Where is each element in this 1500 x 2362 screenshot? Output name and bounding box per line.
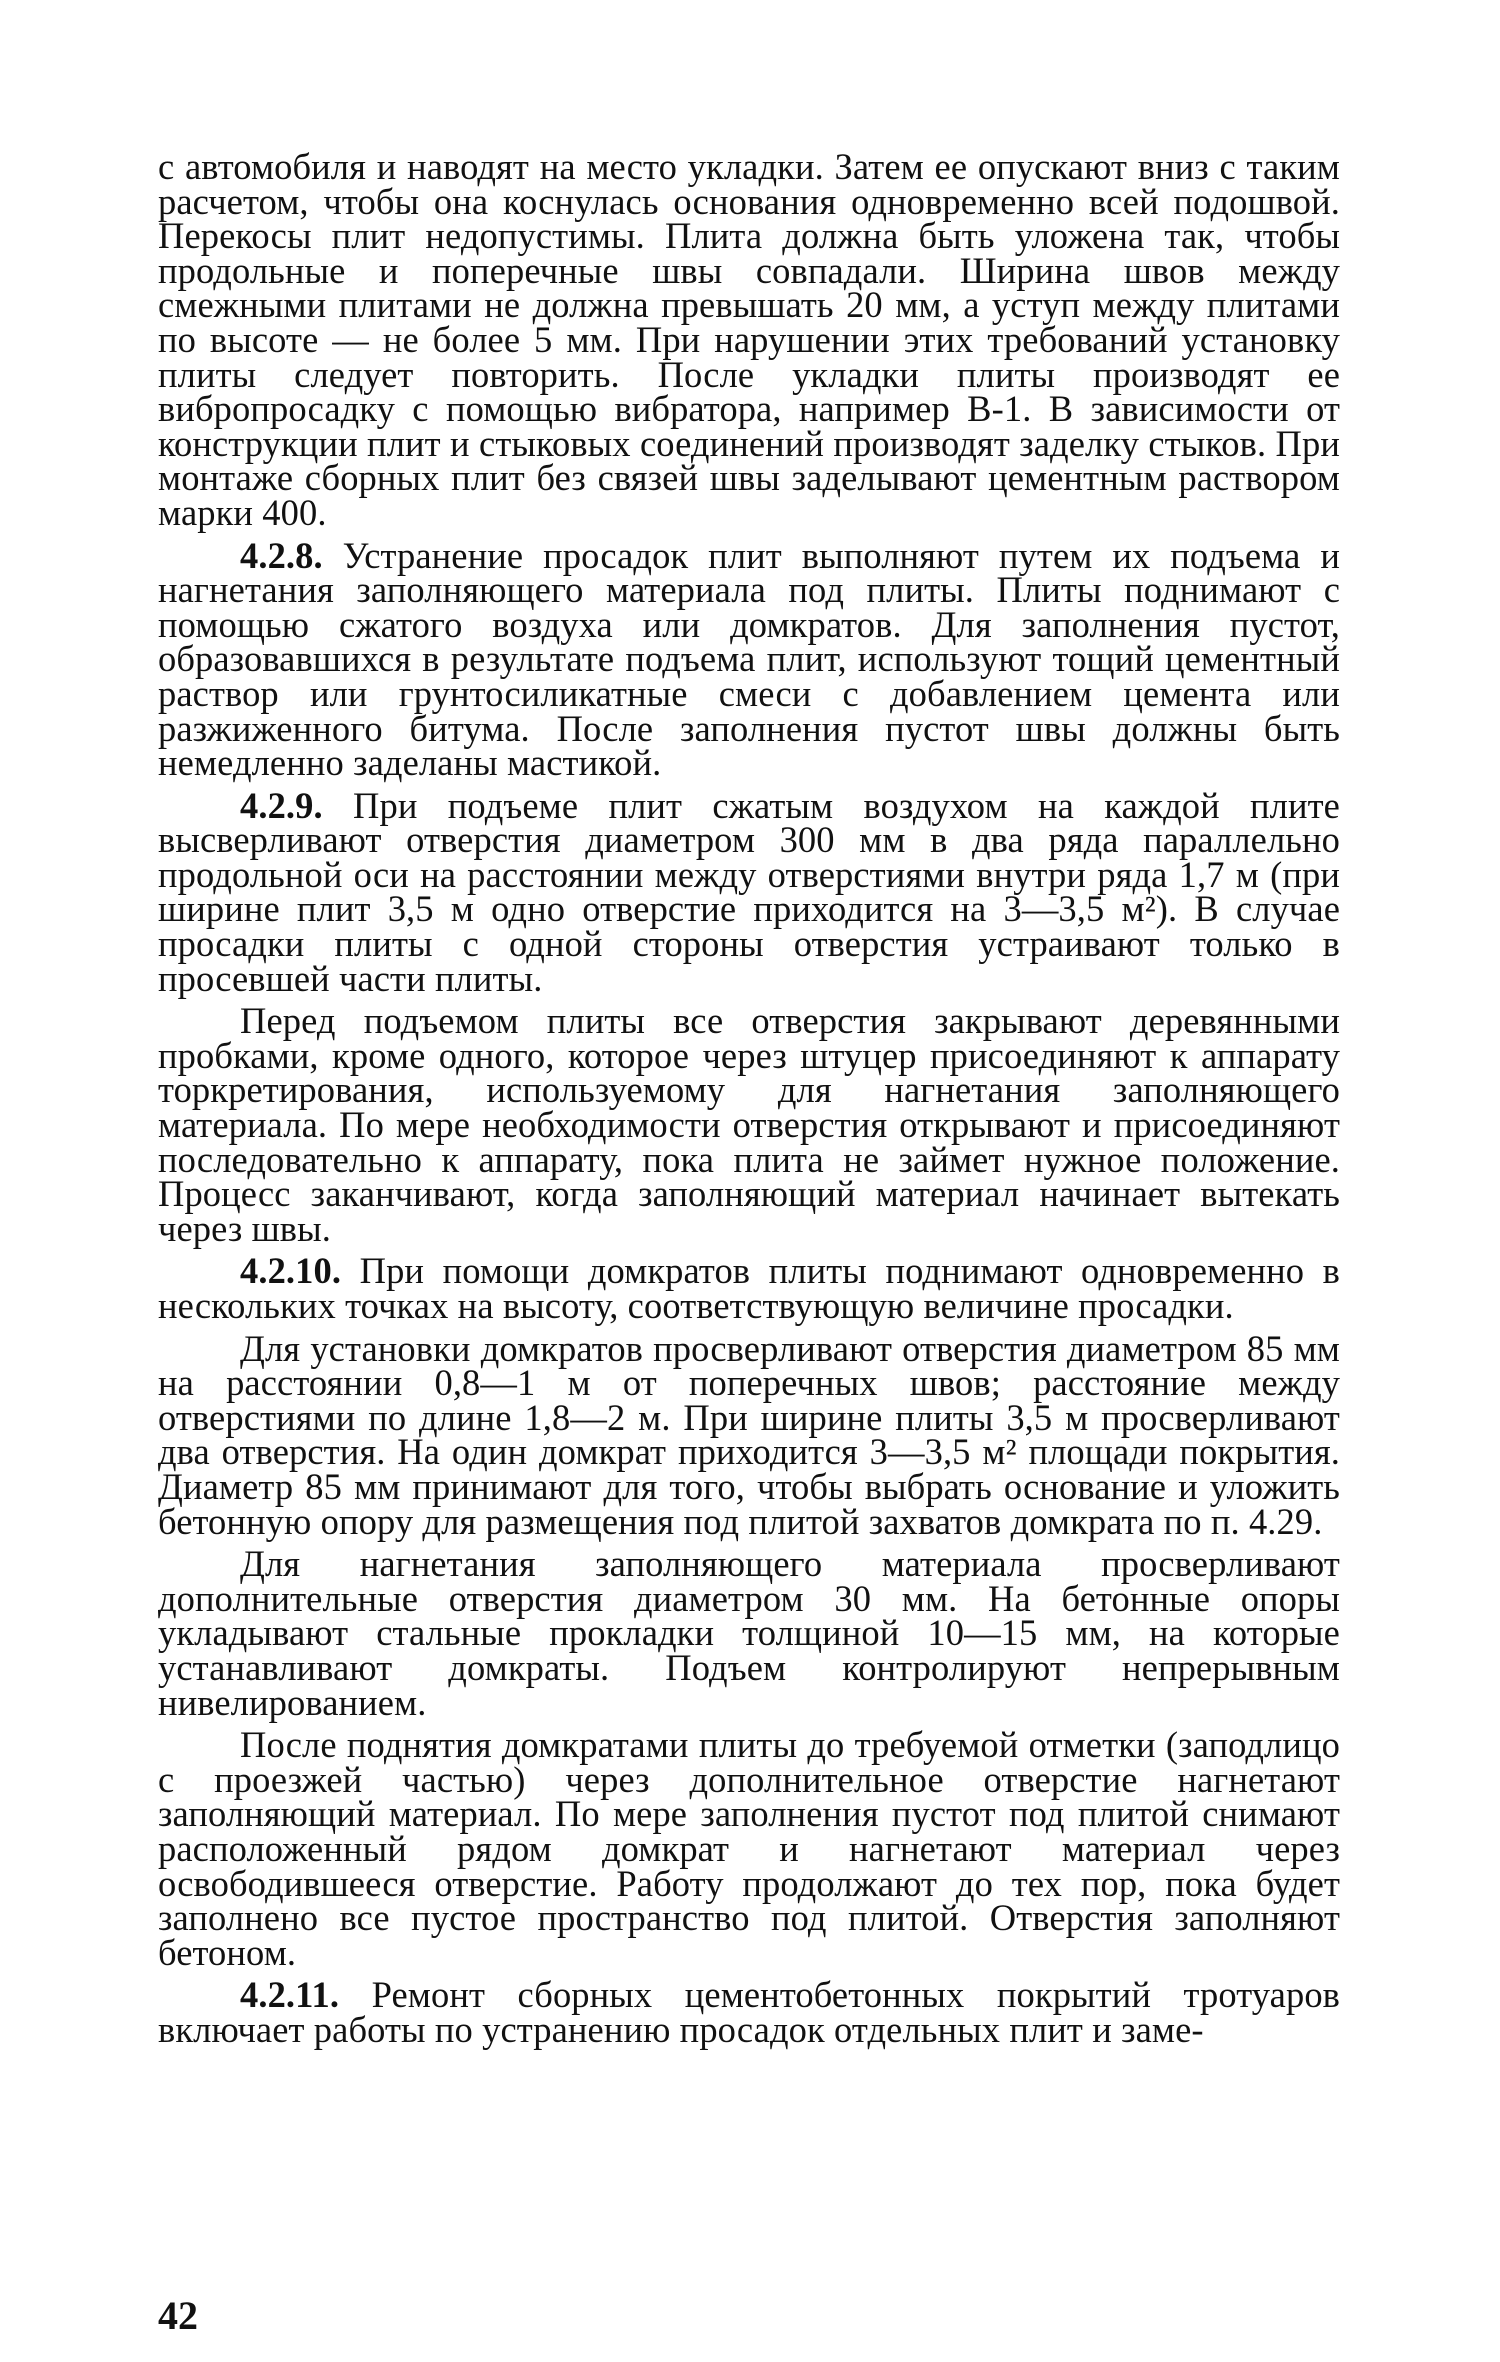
paragraph-text: Для нагнетания заполняющего материала просверливают дополнительные отверстия диаметром 30 мм. На бетонные опоры укладывают стальные прокладки толщиной 10—15 мм, на которые устанавливают домкраты. Подъем контролируют непрерывным нивелированием. <box>158 1543 1340 1723</box>
paragraph-text: Устранение просадок плит выполняют путем их подъема и нагнетания заполняющего материала под плиты. Плиты поднимают с помощью сжатого воздуха или домкратов. Для заполнения пустот, образовавшихся в результате подъема плит, используют тощий цементный раствор или грунтосиликатные смеси с добавлением цемента или разжиженного битума. После заполнения пустот швы должны быть немедленно заделаны мастикой. <box>158 534 1340 784</box>
paragraph-4-2-10 <box>158 1250 1340 1326</box>
paragraph-text: При помощи домкратов плиты поднимают одновременно в нескольких точках на высоту, соответствующую величине просадки. <box>158 1250 1340 1326</box>
paragraph-text: с автомобиля и наводят на место укладки. Затем ее опускают вниз с таким расчетом, чтобы она коснулась основания одновременно всей подошвой. Перекосы плит недопустимы. Плита должна быть уложена так, чтобы продольные и поперечные швы совпадали. Ширина швов между смежными плитами не должна превышать 20 мм, а уступ между плитами по высоте — не более 5 мм. При нарушении этих требований установку плиты следует повторить. После укладки плиты производят ее вибропросадку с помощью вибратора, например В-1. В зависимости от конструкции плит и стыковых соединений производят заделку стыков. При монтаже сборных плит без связей швы заделывают цементным раствором марки 400. <box>158 146 1340 533</box>
paragraph-number: 4.2.8. <box>240 534 323 576</box>
paragraph-text: Для установки домкратов просверливают отверстия диаметром 85 мм на расстоянии 0,8—1 м от поперечных швов; расстояние между отверстиями по длине 1,8—2 м. При ширине плиты 3,5 м просверливают два отверстия. На один домкрат приходится 3—3,5 м² площади покрытия. Диаметр 85 мм принимают для того, чтобы выбрать основание и уложить бетонную опору для размещения под плитой захватов домкрата по п. 4.29. <box>158 1327 1340 1542</box>
paragraph-number: 4.2.11. <box>240 1974 340 2016</box>
paragraph-4-2-8 <box>158 534 1340 784</box>
page-number: 42 <box>158 2293 198 2338</box>
paragraph-4-2-11 <box>158 1974 1340 2050</box>
document-page <box>158 146 1340 2338</box>
paragraph-jacks-install <box>158 1327 1340 1542</box>
paragraph-4-2-9 <box>158 784 1340 999</box>
paragraph-plugs <box>158 1000 1340 1249</box>
paragraph-text: Ремонт сборных цементобетонных покрытий тротуаров включает работы по устранению просадок отдельных плит и заме- <box>158 1974 1340 2050</box>
paragraph-text: При подъеме плит сжатым воздухом на каждой плите высверливают отверстия диаметром 300 мм в два ряда параллельно продольной оси на расстоянии между отверстиями внутри ряда 1,7 м (при ширине плит 3,5 м одно отверстие приходится на 3—3,5 м²). В случае просадки плиты с одной стороны отверстия устраивают только в просевшей части плиты. <box>158 784 1340 999</box>
paragraph-number: 4.2.9. <box>240 784 323 826</box>
paragraph-text: Перед подъемом плиты все отверстия закрывают деревянными пробками, кроме одного, которое через штуцер присоединяют к аппарату торкретирования, используемому для нагнетания заполняющего материала. По мере необходимости отверстия открывают и присоединяют последовательно к аппарату, пока плита не займет нужное положение. Процесс заканчивают, когда заполняющий материал начинает вытекать через швы. <box>158 1000 1340 1249</box>
paragraph-1 <box>158 146 1340 533</box>
paragraph-text: После поднятия домкратами плиты до требуемой отметки (заподлицо с проезжей частью) через дополнительное отверстие нагнетают заполняющий материал. По мере заполнения пустот под плитой снимают расположенный рядом домкрат и нагнетают материал через освободившееся отверстие. Работу продолжают до тех пор, пока будет заполнено все пустое пространство под плитой. Отверстия заполняют бетоном. <box>158 1724 1340 1973</box>
paragraph-injection <box>158 1543 1340 1723</box>
paragraph-after-lifting <box>158 1724 1340 1973</box>
paragraph-number: 4.2.10. <box>240 1250 342 1292</box>
